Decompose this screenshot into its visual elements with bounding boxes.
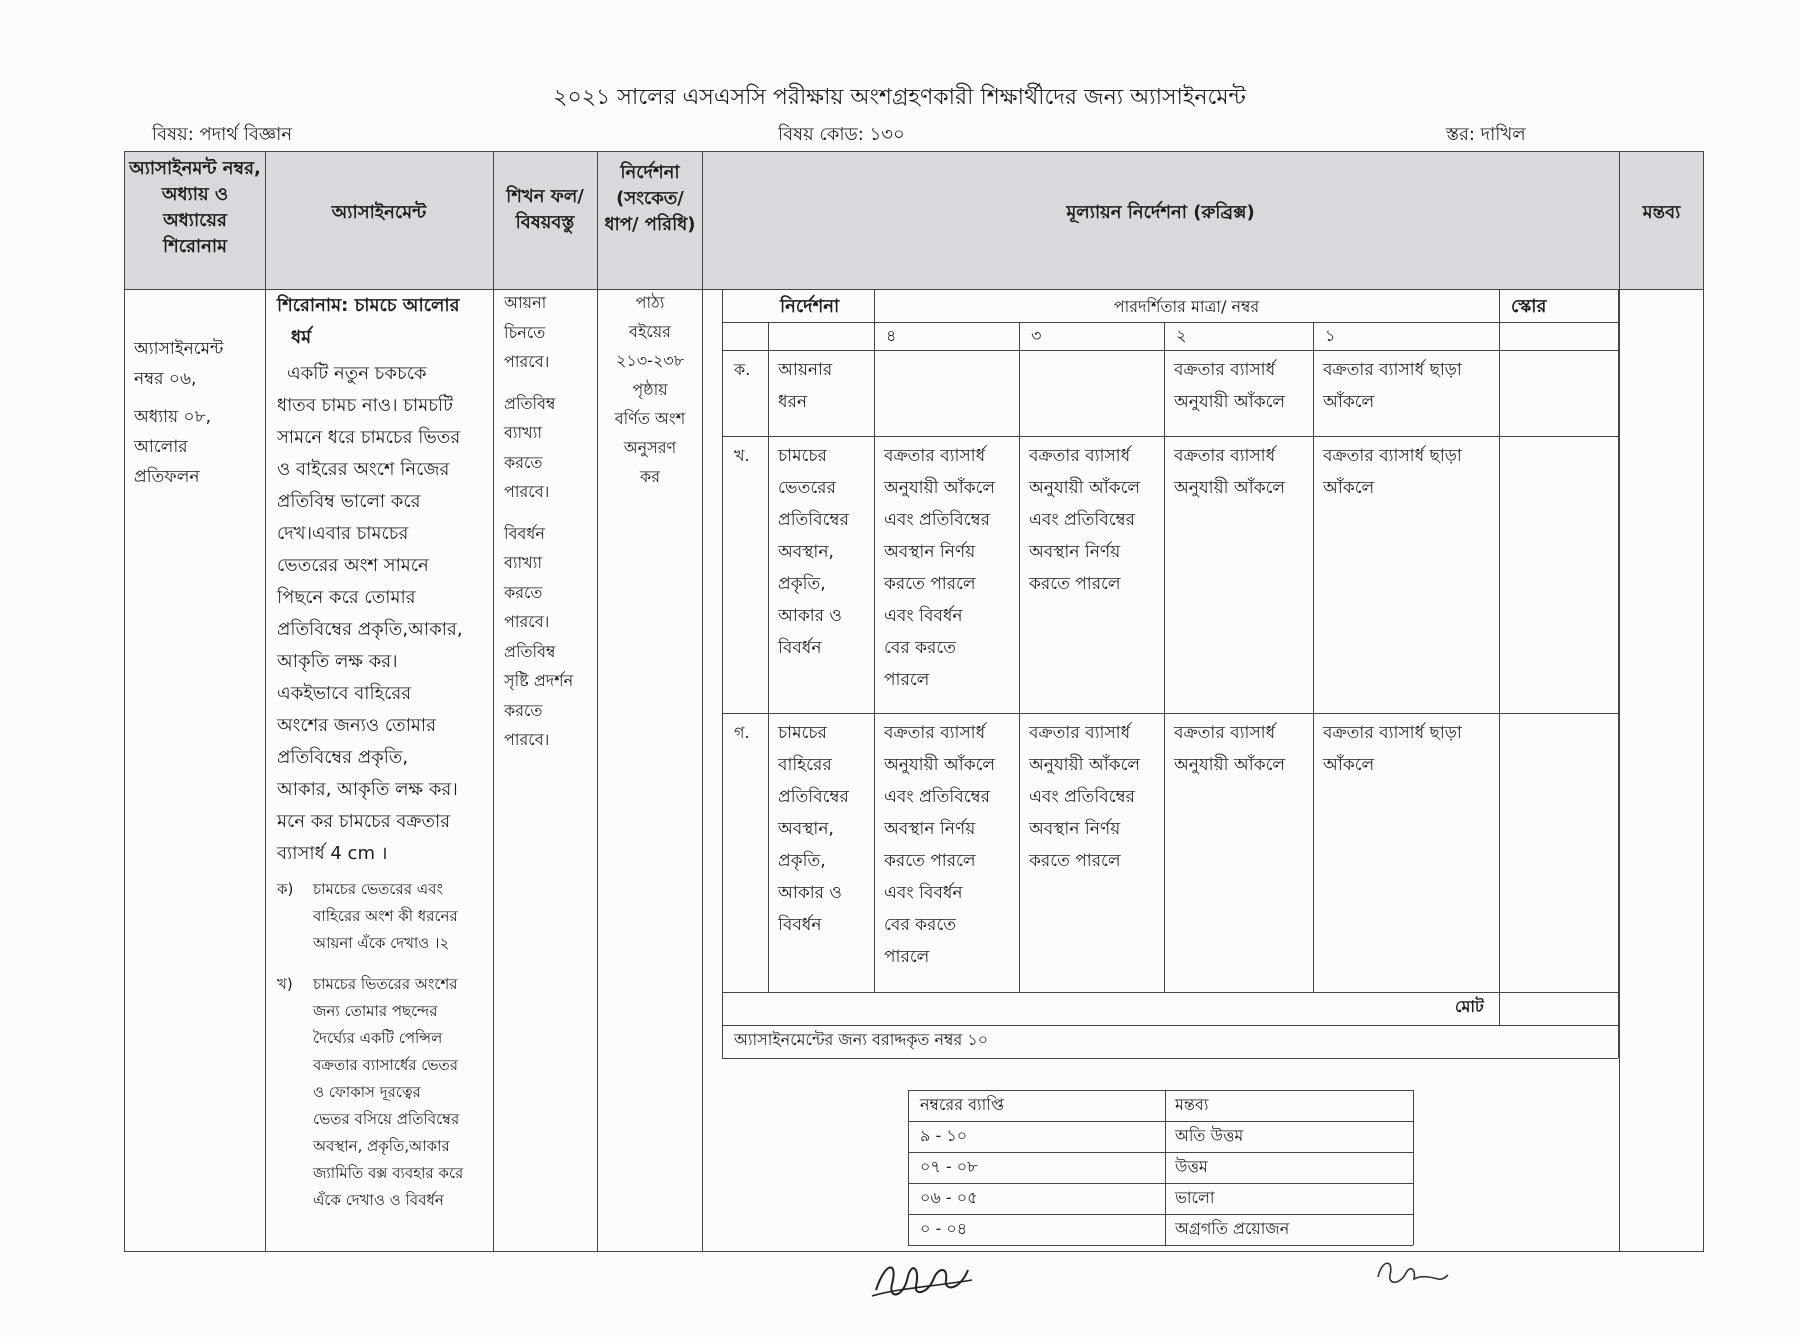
assignment-line: আকৃতি লক্ষ কর।	[277, 651, 398, 672]
rubric-cell-instr	[778, 440, 849, 664]
rubric-total-label: মোট	[1455, 997, 1484, 1016]
question-line: অবস্থান, প্রকৃতি,আকার	[313, 1137, 450, 1155]
signature-left	[868, 1250, 978, 1310]
rubric-cell-line: করতে পারলে	[884, 851, 976, 871]
instruction-line: বইয়ের	[629, 322, 671, 341]
outcome-line: পারবে।	[504, 352, 550, 371]
rubric-cell-line: আঁকলে	[1323, 478, 1375, 498]
rubric-cell-line: এবং বিবর্ধন	[884, 606, 963, 626]
rubric-cell-line: আঁকলে	[1323, 755, 1375, 775]
instruction-line: অনুসরণ	[623, 438, 677, 457]
grade-comment: উত্তম	[1175, 1157, 1208, 1176]
assignment-line: ও বাইরের অংশে নিজের	[277, 459, 450, 480]
question-line: জন্য তোমার পছন্দের	[313, 1002, 438, 1020]
rubric-cell-c4	[884, 440, 995, 696]
assignment-line: ধাতব চামচ নাও। চামচটি	[277, 395, 453, 416]
assignment-line: মনে কর চামচের বক্রতার	[277, 811, 451, 832]
assignment-line: একটি নতুন চকচকে	[287, 363, 427, 384]
rubric-cell-line: করতে পারলে	[884, 574, 976, 594]
outcome-line: আয়না	[504, 293, 547, 312]
rubric-cell-line: অনুযায়ী আঁকলে	[1174, 392, 1286, 412]
rubric-cell-c3	[1029, 717, 1140, 877]
rubric-cell-line: অনুযায়ী আঁকলে	[884, 478, 996, 498]
outcome-line: ব্যাখ্যা	[504, 423, 542, 442]
question-line: বক্রতার ব্যাসার্ধের ভেতর	[313, 1056, 459, 1074]
rubric-cell-line: আঁকলে	[1323, 392, 1375, 412]
grade-comment: অগ্রগতি প্রয়োজন	[1175, 1219, 1290, 1238]
rubric-cell-line: ধরন	[778, 392, 808, 412]
rubric-cell-line: বক্রতার ব্যাসার্ধ ছাড়া	[1323, 360, 1462, 380]
outcome-line: বিবর্ধন	[504, 523, 545, 543]
rubric-cell-line: এবং প্রতিবিম্বের	[884, 510, 990, 530]
outcome-line: করতে	[504, 452, 543, 472]
rubric-cell-line: পারলে	[884, 670, 930, 690]
assignment-heading: শিরোনাম: চামচে আলোর	[277, 295, 460, 316]
grade-range: ০৭ - ০৮	[920, 1157, 978, 1176]
rubric-cell-line: অনুযায়ী আঁকলে	[884, 755, 996, 775]
rubric-cell-line: চামচের	[778, 446, 827, 466]
rubric-cell-line: চামচের	[778, 723, 827, 743]
rubric-cell-line: অবস্থান,	[778, 819, 834, 839]
question-line: এঁকে দেখাও ও বিবর্ধন	[313, 1191, 444, 1209]
subject-label: বিষয়: পদার্থ বিজ্ঞান	[152, 124, 293, 145]
assignment-line: ব্যাসার্ধ 4 cm ।	[277, 843, 388, 864]
rubric-cell-line: করতে পারলে	[1029, 574, 1121, 594]
instruction-line: পৃষ্ঠায়	[632, 380, 668, 399]
rubric-cell-c2	[1174, 354, 1285, 418]
question-b	[277, 971, 489, 1214]
assignment-line: অংশের জন্যও তোমার	[277, 715, 437, 736]
instruction-line: পাঠ্য	[635, 293, 665, 312]
rubric-cell-line: বের করতে	[884, 638, 956, 658]
rubric-level-number: ২	[1176, 326, 1187, 345]
spacer	[504, 377, 594, 389]
outcome-line: সৃষ্টি প্রদর্শন	[504, 671, 574, 690]
rubric-cell-c2	[1174, 440, 1285, 504]
rubric-level-number: ১	[1325, 326, 1336, 345]
outcome-line: প্রতিবিম্ব	[504, 393, 556, 413]
outcome-line: ব্যাখ্যা	[504, 553, 542, 572]
signature-right	[1372, 1255, 1452, 1295]
question-line: ও ফোকাস দূরত্বের	[313, 1083, 421, 1101]
subject-code: বিষয় কোড: ১৩০	[778, 124, 905, 145]
rubric-cell-line: অবস্থান নির্ণয়	[1029, 542, 1121, 562]
rubric-cell-line: অনুযায়ী আঁকলে	[1174, 755, 1286, 775]
rubric-cell-line: পারলে	[884, 947, 930, 967]
rubric-cell-c2	[1174, 717, 1285, 781]
rubric-row-label: গ.	[734, 723, 750, 742]
level-label: স্তর: দাখিল	[1446, 124, 1526, 145]
header-instruction: নির্দেশনা (সংকেত/ ধাপ/ পরিধি)	[604, 162, 696, 235]
assignment-text-cell	[277, 290, 489, 1214]
assignment-number-cell	[134, 334, 223, 492]
rubric-cell-line: বিবর্ধন	[778, 915, 822, 935]
rubric-level-header: পারদর্শিতার মাত্রা/ নম্বর	[1113, 297, 1260, 316]
rubric-allotted-marks: অ্যাসাইনমেন্টের জন্য বরাদ্দকৃত নম্বর ১০	[734, 1030, 989, 1049]
rubric-cell-line: বের করতে	[884, 915, 956, 935]
question-label: খ)	[277, 975, 293, 993]
question-line: চামচের ভেতরের এবং	[313, 880, 443, 898]
assignment-line: দেখ।এবার চামচের	[277, 523, 409, 544]
col1-line: আলোর	[134, 437, 188, 457]
rubric-cell-line: অনুযায়ী আঁকলে	[1029, 755, 1141, 775]
rubric-cell-line: এবং বিবর্ধন	[884, 883, 963, 903]
rubric-cell-line: বক্রতার ব্যাসার্ধ ছাড়া	[1323, 446, 1462, 466]
rubric-score-header: স্কোর	[1511, 296, 1547, 317]
instruction-line: বর্ণিত অংশ	[614, 409, 686, 428]
col1-line: অধ্যায় ০৮,	[134, 407, 212, 427]
rubric-cell-line: বক্রতার ব্যাসার্ধ	[1029, 723, 1131, 743]
rubric-instruction-header: নির্দেশনা	[780, 296, 840, 317]
spacer	[504, 507, 594, 519]
question-label: ক)	[277, 880, 294, 898]
grade-header-range: নম্বরের ব্যাপ্তি	[920, 1095, 1005, 1114]
rubric-cell-instr	[778, 717, 849, 941]
learning-outcome-cell	[504, 288, 594, 755]
rubric-cell-line: বক্রতার ব্যাসার্ধ	[884, 446, 986, 466]
rubric-row-label: খ.	[734, 446, 750, 465]
assignment-line: সামনে ধরে চামচের ভিতর	[277, 427, 461, 448]
instruction-line: কর	[640, 467, 660, 486]
document-title: ২০২১ সালের এসএসসি পরীক্ষায় অংশগ্রহণকারী শিক্ষার্থীদের জন্য অ্যাসাইনমেন্ট	[553, 85, 1246, 110]
rubric-cell-line: বক্রতার ব্যাসার্ধ	[1174, 446, 1276, 466]
grade-range: ৯ - ১০	[920, 1126, 968, 1145]
rubric-cell-line: আকার ও	[778, 883, 842, 903]
assignment-line: প্রতিবিম্বের প্রকৃতি,	[277, 747, 409, 768]
rubric-cell-c3	[1029, 440, 1140, 600]
question-a	[277, 876, 489, 957]
assignment-line: ভেতরের অংশ সামনে	[277, 555, 429, 576]
question-line: দৈর্ঘ্যের একটি পেন্সিল	[313, 1029, 443, 1047]
outcome-line: পারবে।	[504, 482, 550, 501]
col1-line: অ্যাসাইনমেন্ট	[134, 339, 224, 359]
rubric-cell-line: বক্রতার ব্যাসার্ধ	[1174, 723, 1276, 743]
rubric-cell-c1	[1323, 717, 1462, 781]
rubric-cell-line: আয়নার	[778, 360, 833, 380]
grade-range: ০৬ - ০৫	[920, 1188, 978, 1207]
instruction-cell	[600, 288, 700, 491]
rubric-cell-c1	[1323, 440, 1462, 504]
rubric-cell-line: ভেতরের	[778, 478, 836, 498]
rubric-cell-line: বক্রতার ব্যাসার্ধ	[1029, 446, 1131, 466]
outcome-line: করতে	[504, 700, 543, 720]
rubric-cell-line: এবং প্রতিবিম্বের	[884, 787, 990, 807]
grade-comment: অতি উত্তম	[1175, 1126, 1244, 1145]
assignment-line: প্রতিবিম্ব ভালো করে	[277, 491, 421, 512]
header-assignment-no: অ্যাসাইনমন্ট নম্বর, অধ্যায় ও অধ্যায়ের শিরোনাম	[129, 158, 261, 257]
header-rubric: মূল্যায়ন নির্দেশনা (রুব্রিক্স)	[1066, 202, 1255, 223]
rubric-cell-line: এবং প্রতিবিম্বের	[1029, 510, 1135, 530]
rubric-cell-line: প্রকৃতি,	[778, 851, 826, 871]
instruction-line: ২১৩-২৩৮	[615, 351, 685, 370]
outcome-line: করতে	[504, 582, 543, 602]
rubric-cell-line: অবস্থান,	[778, 542, 834, 562]
outcome-line: পারবে।	[504, 612, 550, 631]
rubric-cell-line: এবং প্রতিবিম্বের	[1029, 787, 1135, 807]
question-line: জ্যামিতি বক্স ব্যবহার করে	[313, 1164, 464, 1182]
rubric-cell-line: বাহিরের	[778, 755, 832, 775]
outcome-line: চিনতে	[504, 322, 546, 342]
assignment-line: আকার, আকৃতি লক্ষ কর।	[277, 779, 458, 800]
header-assignment: অ্যাসাইনমেন্ট	[331, 202, 427, 223]
rubric-cell-line: প্রকৃতি,	[778, 574, 826, 594]
rubric-cell-line: প্রতিবিম্বের	[778, 787, 849, 807]
rubric-cell-instr	[778, 354, 832, 418]
rubric-cell-line: বক্রতার ব্যাসার্ধ	[1174, 360, 1276, 380]
rubric-level-number: ৪	[886, 326, 897, 345]
question-line: ভেতর বসিয়ে প্রতিবিম্বের	[313, 1110, 460, 1128]
rubric-cell-c1	[1323, 354, 1462, 418]
grade-comment: ভালো	[1175, 1188, 1215, 1207]
rubric-cell-line: আকার ও	[778, 606, 842, 626]
header-comment: মন্তব্য	[1642, 202, 1681, 223]
assignment-line: একইভাবে বাহিরের	[277, 683, 412, 704]
rubric-cell-line: বক্রতার ব্যাসার্ধ	[884, 723, 986, 743]
rubric-cell-line: করতে পারলে	[1029, 851, 1121, 871]
header-outcome: শিখন ফল/ বিষয়বস্তু	[506, 186, 584, 233]
rubric-row-label: ক.	[734, 360, 751, 379]
grade-range: ০ - ০৪	[920, 1219, 968, 1238]
assignment-line: প্রতিবিম্বের প্রকৃতি,আকার,	[277, 619, 463, 640]
assignment-heading-2: ধর্ম	[291, 327, 312, 348]
assignment-body	[277, 358, 489, 870]
question-line: চামচের ভিতরের অংশের	[313, 975, 458, 993]
grade-header-comment: মন্তব্য	[1175, 1095, 1209, 1114]
rubric-level-number: ৩	[1031, 326, 1042, 345]
rubric-cell-line: বিবর্ধন	[778, 638, 822, 658]
outcome-line: প্রতিবিম্ব	[504, 641, 556, 661]
rubric-cell-line: অবস্থান নির্ণয়	[884, 542, 976, 562]
col1-line: প্রতিফলন	[134, 467, 200, 487]
outcome-line: পারবে।	[504, 730, 550, 749]
question-line: আয়না এঁকে দেখাও ।২	[313, 934, 450, 952]
assignment-line: পিছনে করে তোমার	[277, 587, 416, 608]
col1-line: নম্বর ০৬,	[134, 369, 197, 389]
rubric-cell-line: প্রতিবিম্বের	[778, 510, 849, 530]
question-line: বাহিরের অংশ কী ধরনের	[313, 907, 458, 925]
rubric-cell-line: অবস্থান নির্ণয়	[884, 819, 976, 839]
rubric-cell-line: অনুযায়ী আঁকলে	[1174, 478, 1286, 498]
rubric-cell-line: অবস্থান নির্ণয়	[1029, 819, 1121, 839]
rubric-cell-c4	[884, 717, 995, 973]
rubric-cell-line: অনুযায়ী আঁকলে	[1029, 478, 1141, 498]
rubric-cell-line: বক্রতার ব্যাসার্ধ ছাড়া	[1323, 723, 1462, 743]
